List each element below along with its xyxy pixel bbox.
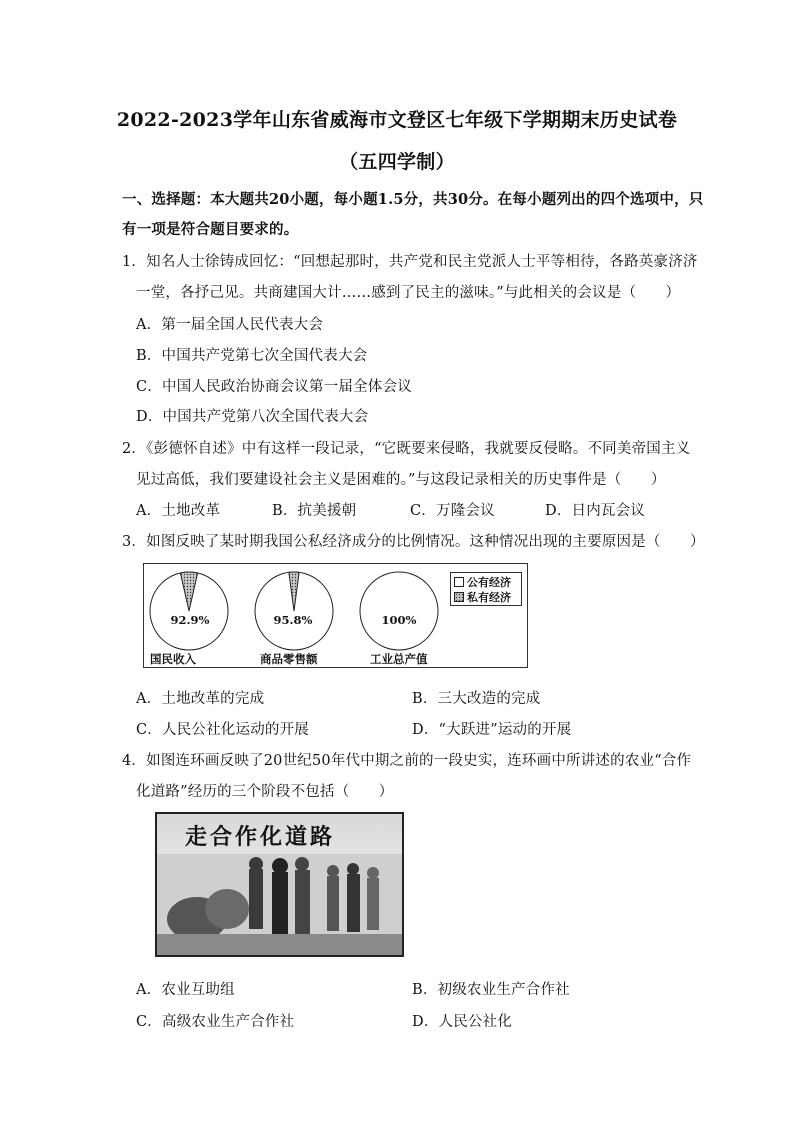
q1-option-c: C．中国人民政治协商会议第一届全体会议 [136,379,412,395]
q1-option-b: B．中国共产党第七次全国代表大会 [136,348,368,364]
q4-option-a: A．农业互助组 [136,982,235,998]
q3-option-a: A．土地改革的完成 [136,691,265,707]
economy-pie-chart [143,563,528,668]
q2-option-c: C．万隆会议 [410,503,495,519]
legend-swatch-private [454,592,464,602]
comic-illustration [155,812,404,957]
q3-option-b: B．三大改造的完成 [412,691,541,707]
q4-stem-line2: 化道路”经历的三个阶段不包括（ ） [136,784,394,800]
q2-option-d: D．日内瓦会议 [545,503,646,519]
legend-swatch-public [454,577,464,587]
q1-option-a: A．第一届全国人民代表大会 [136,317,324,333]
q2-stem-line1: 2．《彭德怀自述》中有这样一段记录，“它既要来侵略，我就要反侵略。不同美帝国主义 [122,441,691,457]
q4-stem-line1: 4．如图连环画反映了20世纪50年代中期之前的一段史实，连环画中所讲述的农业“合作 [122,753,692,769]
legend-item-public [454,575,518,590]
page-title: 2022-2023学年山东省威海市文登区七年级下学期期末历史试卷 [116,109,678,131]
q4-option-b: B．初级农业生产合作社 [412,982,570,998]
q4-option-c: C．高级农业生产合作社 [136,1014,295,1030]
comic-title: 走合作化道路 [185,825,336,850]
q2-option-a: A．土地改革 [136,503,221,519]
chart-legend [450,572,522,606]
pie-value-retail-sales: 95.8% [273,613,313,627]
page-subtitle: （五四学制） [339,151,455,173]
legend-label-private: 私有经济 [467,591,511,604]
q2-stem-line2: 见过高低，我们要建设社会主义是困难的。”与这段记录相关的历史事件是（ ） [136,472,666,488]
q1-stem-line2: 一堂，各抒己见。共商建国大计……感到了民主的滋味。”与此相关的会议是（ ） [136,285,681,301]
q4-option-d: D．人民公社化 [412,1014,513,1030]
section-instruction-line1: 一、选择题：本大题共20小题，每小题1.5分，共30分。在每小题列出的四个选项中，只 [122,191,704,208]
pie-label-national-income: 国民收入 [150,652,196,666]
pie-value-national-income: 92.9% [170,613,210,627]
pie-public-slice-2 [360,572,438,650]
pie-label-industrial-output: 工业总产值 [370,652,428,666]
legend-item-private [454,590,518,605]
q1-option-d: D．中国共产党第八次全国代表大会 [136,409,369,425]
legend-label-public: 公有经济 [467,576,511,589]
pie-label-retail-sales: 商品零售额 [260,652,318,666]
q3-stem-line1: 3．如图反映了某时期我国公私经济成分的比例情况。这种情况出现的主要原因是（ ） [122,534,705,550]
pie-value-industrial-output: 100% [381,613,417,627]
section-instruction-line2: 有一项是符合题目要求的。 [122,221,299,238]
q3-option-c: C．人民公社化运动的开展 [136,722,309,738]
q2-option-b: B．抗美援朝 [272,503,357,519]
q1-stem-line1: 1．知名人士徐铸成回忆：“回想起那时，共产党和民主党派人士平等相待，各路英豪济济 [122,254,698,270]
q3-option-d: D．“大跃进”运动的开展 [412,722,572,738]
